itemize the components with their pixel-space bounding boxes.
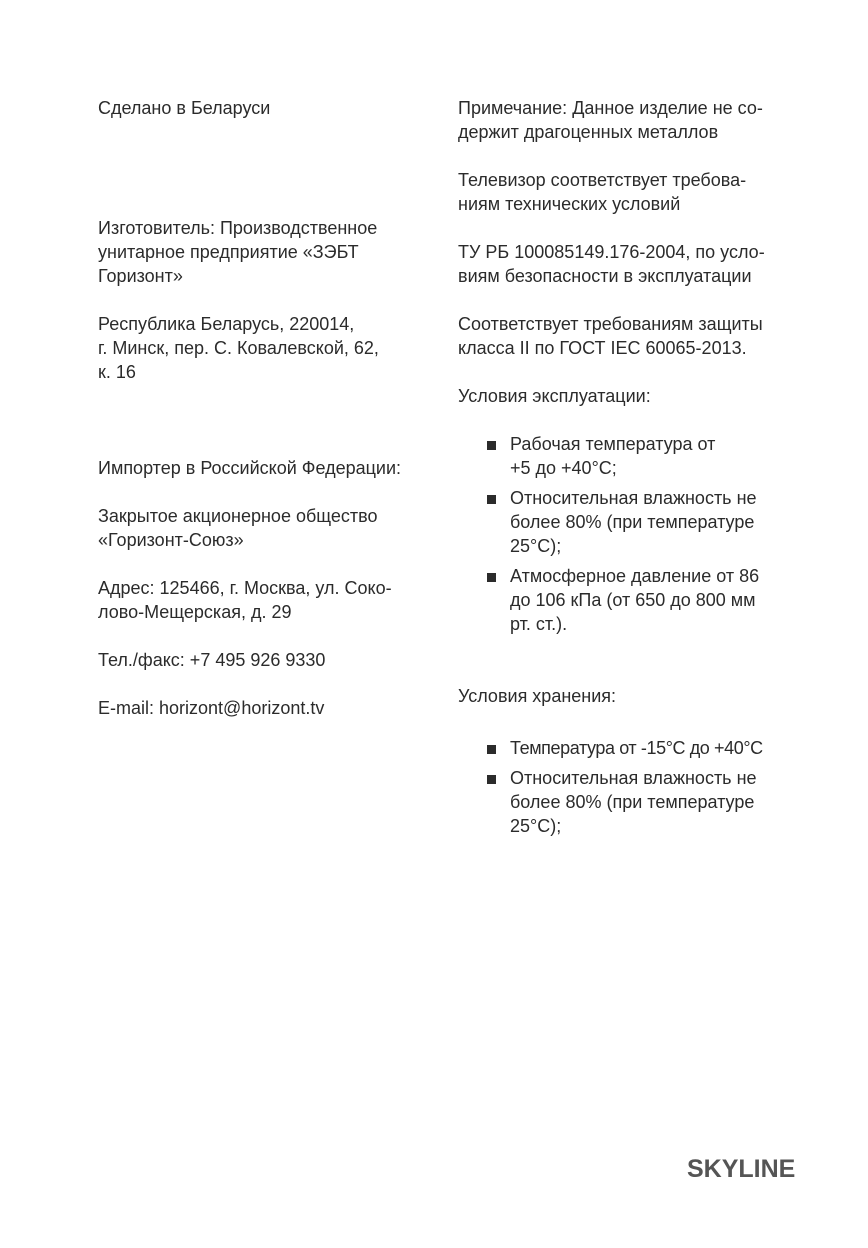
- left-column: [98, 96, 438, 720]
- list-item: Температура от -15°С до +40°С: [510, 736, 798, 760]
- operating-conditions-list: [458, 432, 798, 636]
- importer-name: Закрытое акционерное общество «Горизонт-Союз»: [98, 506, 378, 550]
- importer-address: Адрес: 125466, г. Москва, ул. Соко- лово-Мещерская, д. 29: [98, 578, 392, 622]
- importer-email: E-mail: horizont@horizont.tv: [98, 698, 325, 718]
- storage-conditions-list: [458, 736, 798, 838]
- right-column: [458, 96, 798, 838]
- compliance-statement: Телевизор соответствует требова- ниям технических условий: [458, 170, 747, 214]
- storage-conditions-heading: Условия хранения:: [458, 686, 617, 706]
- list-item: Атмосферное давление от 86 до 106 кПа (от 650 до 800 мм рт. ст.).: [510, 564, 798, 636]
- made-in-label: Сделано в Беларуси: [98, 98, 271, 118]
- manufacturer-address: Республика Беларусь, 220014, г. Минск, пер. С. Ковалевской, 62, к. 16: [98, 314, 379, 382]
- list-item: Относительная влажность не более 80% (при температуре 25°С);: [510, 486, 798, 558]
- list-item: Рабочая температура от +5 до +40°С;: [510, 432, 798, 480]
- protection-class-statement: Соответствует требованиям защиты класса II по ГОСТ IEC 60065-2013.: [458, 314, 763, 358]
- importer-phone: Тел./факс: +7 495 926 9330: [98, 650, 326, 670]
- manufacturer-info: Изготовитель: Производственное унитарное предприятие «ЗЭБТ Горизонт»: [98, 218, 378, 286]
- list-item: Относительная влажность не более 80% (при температуре 25°С);: [510, 766, 798, 838]
- tu-statement: ТУ РБ 100085149.176-2004, по усло- виям безопасности в эксплуатации: [458, 242, 765, 286]
- operating-conditions-heading: Условия эксплуатации:: [458, 386, 651, 406]
- precious-metals-note: Примечание: Данное изделие не со- держит драгоценных металлов: [458, 98, 763, 142]
- skyline-logo: SKYLINE: [687, 1155, 796, 1183]
- importer-heading: Импортер в Российской Федерации:: [98, 458, 402, 478]
